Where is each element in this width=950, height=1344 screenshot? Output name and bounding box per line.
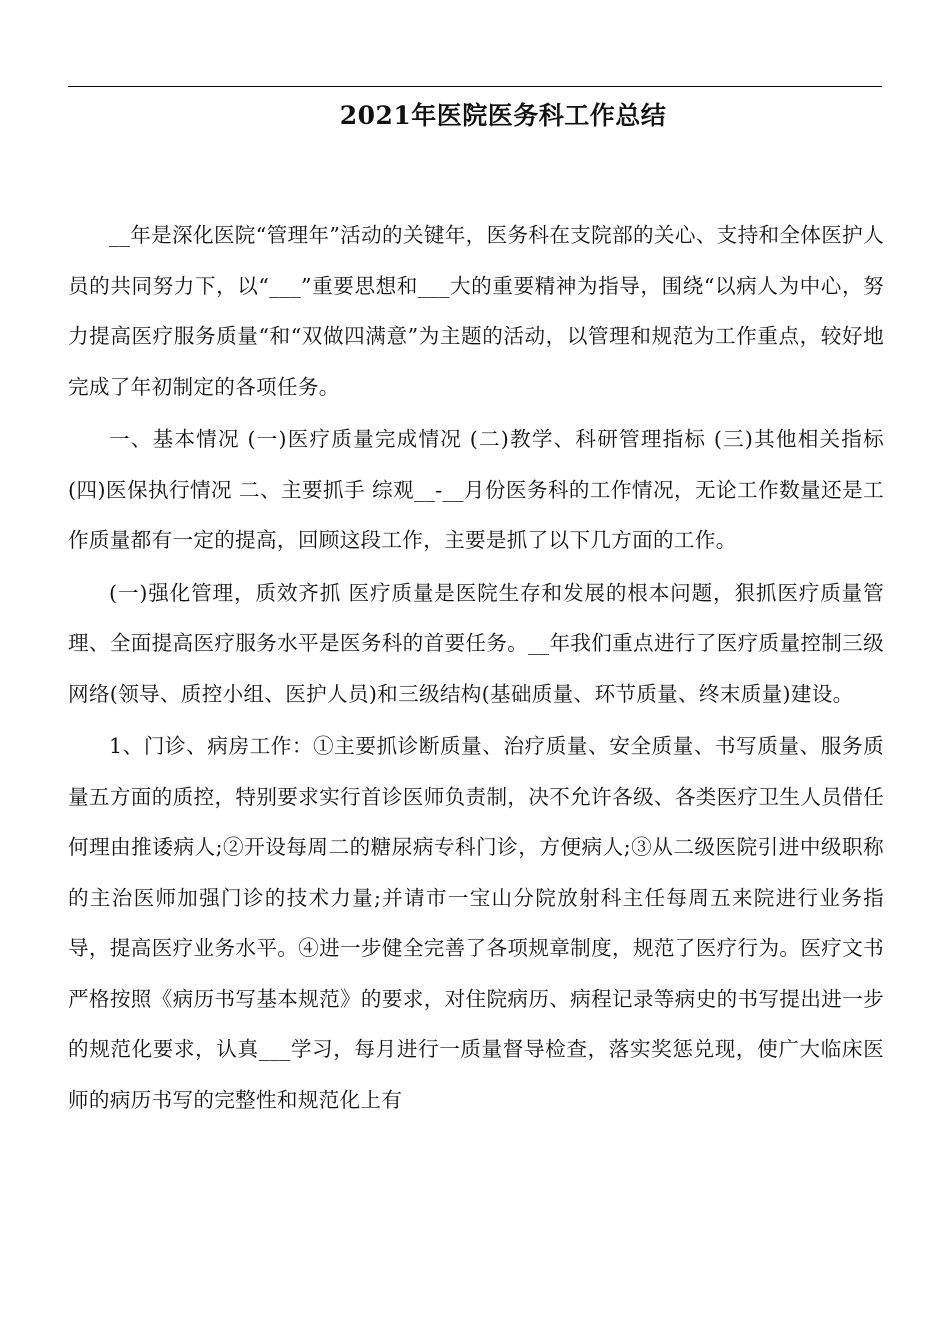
- document-title: 2021年医院医务科工作总结: [339, 101, 667, 130]
- header-rule: [68, 86, 882, 87]
- paragraph-intro: __年是深化医院“管理年”活动的关键年，医务科在支院部的关心、支持和全体医护人员的共同努力下，以“___”重要思想和___大的重要精神为指导，围绕“以病人为中心，努力提高医疗服务质量“和“双做四满意”为主题的活动，以管理和规范为工作重点，较好地完成了年初制定的各项任务。: [68, 223, 884, 399]
- paragraph-outpatient-ward: 1、门诊、病房工作：①主要抓诊断质量、治疗质量、安全质量、书写质量、服务质量五方面的质控，特别要求实行首诊医师负责制，决不允许各级、各类医疗卫生人员借任何理由推诿病人;②开设每周二的糖尿病专科门诊，方便病人;③从二级医院引进中级职称的主治医师加强门诊的技术力量;并请市一宝山分院放射科主任每周五来院进行业务指导，提高医疗业务水平。④进一步健全完善了各项规章制度，规范了医疗行为。医疗文书严格按照《病历书写基本规范》的要求，对住院病历、病程记录等病史的书写提出进一步的规范化要求，认真___学习，每月进行一质量督导检查，落实奖惩兑现，使广大临床医师的病历书写的完整性和规范化上有: [68, 734, 884, 1112]
- paragraph-management: (一)强化管理，质效齐抓 医疗质量是医院生存和发展的根本问题，狠抓医疗质量管理、全面提高医疗服务水平是医务科的首要任务。__年我们重点进行了医疗质量控制三级网络(领导、质控小组、医护人员)和三级结构(基础质量、环节质量、终末质量)建设。: [68, 580, 884, 706]
- document-body: [68, 210, 884, 1127]
- paragraph-basic-situation: 一、基本情况 (一)医疗质量完成情况 (二)教学、科研管理指标 (三)其他相关指标 (四)医保执行情况 二、主要抓手 综观__-__月份医务科的工作情况，无论工作数量还是工作质量都有一定的提高，回顾这段工作，主要是抓了以下几方面的工作。: [68, 427, 884, 552]
